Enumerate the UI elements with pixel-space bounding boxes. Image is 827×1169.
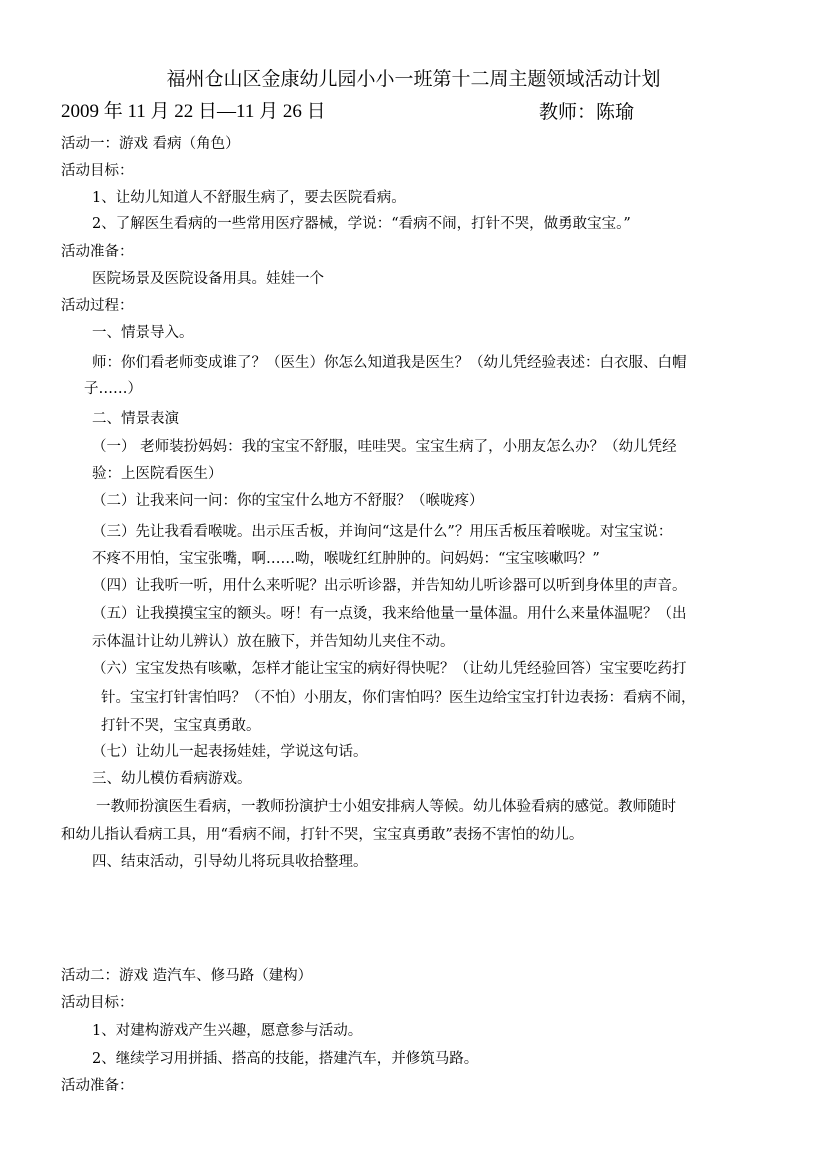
step3-text: 和幼儿指认看病工具，用“看病不闹，打针不哭，宝宝真勇敢”表扬不害怕的幼儿。 [61,827,584,843]
step3-title: 三、幼儿模仿看病游戏。 [92,771,252,787]
step2-item-6: 打针不哭，宝宝真勇敢。 [101,718,261,734]
step4-title: 四、结束活动，引导幼儿将玩具收拾整理。 [92,854,368,870]
step2-title: 二、情景表演 [92,411,179,427]
step2-item-1: 验：上医院看医生） [92,466,223,482]
step2-item-5: （五）让我摸摸宝宝的额头。呀！有一点烫，我来给他量一量体温。用什么来量体温呢？（出 [92,606,687,622]
step2-item-5: 示体温计让幼儿辨认）放在腋下，并告知幼儿夹住不动。 [92,634,455,650]
step2-item-3: 不疼不用怕，宝宝张嘴，啊……呦，喉咙红红肿肿的。问妈妈：“宝宝咳嗽吗？” [92,551,600,567]
activity1-goal-2: 2、了解医生看病的一些常用医疗器械，学说：“看病不闹，打针不哭，做勇敢宝宝。” [92,216,631,232]
step3-text: 一教师扮演医生看病，一教师扮演护士小姐安排病人等候。幼儿体验看病的感觉。教师随时 [96,799,676,815]
step1-text: 子……） [84,381,142,397]
step2-item-6: （六）宝宝发热有咳嗽，怎样才能让宝宝的病好得快呢？（让幼儿凭经验回答）宝宝要吃药打 [92,661,687,677]
activity1-prep-text: 医院场景及医院设备用具。娃娃一个 [92,271,324,287]
step1-text: 师：你们看老师变成谁了？（医生）你怎么知道我是医生？（幼儿凭经验表述：白衣服、白帽 [92,355,687,371]
activity1-heading: 活动一：游戏 看病（角色） [61,136,240,152]
step2-item-1: （一） 老师装扮妈妈：我的宝宝不舒服，哇哇哭。宝宝生病了，小朋友怎么办？（幼儿凭经 [92,439,677,455]
activity1-goals-label: 活动目标： [61,163,134,179]
step1-title: 一、情景导入。 [92,325,194,341]
date-range: 2009 年 11 月 22 日—11 月 26 日 [61,101,326,122]
activity2-prep-label: 活动准备： [61,1078,134,1094]
step2-item-4: （四）让我听一听，用什么来听呢？出示听诊器，并告知幼儿听诊器可以听到身体里的声音。 [92,578,687,594]
activity2-heading: 活动二：游戏 造汽车、修马路（建构） [61,968,313,984]
step2-item-6: 针。宝宝打针害怕吗？（不怕）小朋友，你们害怕吗？医生边给宝宝打针边表扬：看病不闹， [101,690,696,706]
activity1-process-label: 活动过程： [61,298,134,314]
document-title: 福州仓山区金康幼儿园小小一班第十二周主题领域活动计划 [166,68,661,90]
step2-item-7: （七）让幼儿一起表扬娃娃，学说这句话。 [92,744,368,760]
activity1-goal-1: 1、让幼儿知道人不舒服生病了，要去医院看病。 [92,190,406,206]
step2-item-2: （二）让我来问一问：你的宝宝什么地方不舒服？（喉咙疼） [92,493,484,509]
activity2-goal-2: 2、继续学习用拼插、搭高的技能，搭建汽车，并修筑马路。 [92,1051,479,1067]
activity2-goals-label: 活动目标： [61,995,134,1011]
step2-item-3: （三）先让我看看喉咙。出示压舌板，并询问“这是什么”？用压舌板压着喉咙。对宝宝说： [92,524,673,540]
activity2-goal-1: 1、对建构游戏产生兴趣，愿意参与活动。 [92,1023,363,1039]
activity1-prep-label: 活动准备： [61,244,134,260]
teacher-name: 教师：陈瑜 [539,101,635,123]
